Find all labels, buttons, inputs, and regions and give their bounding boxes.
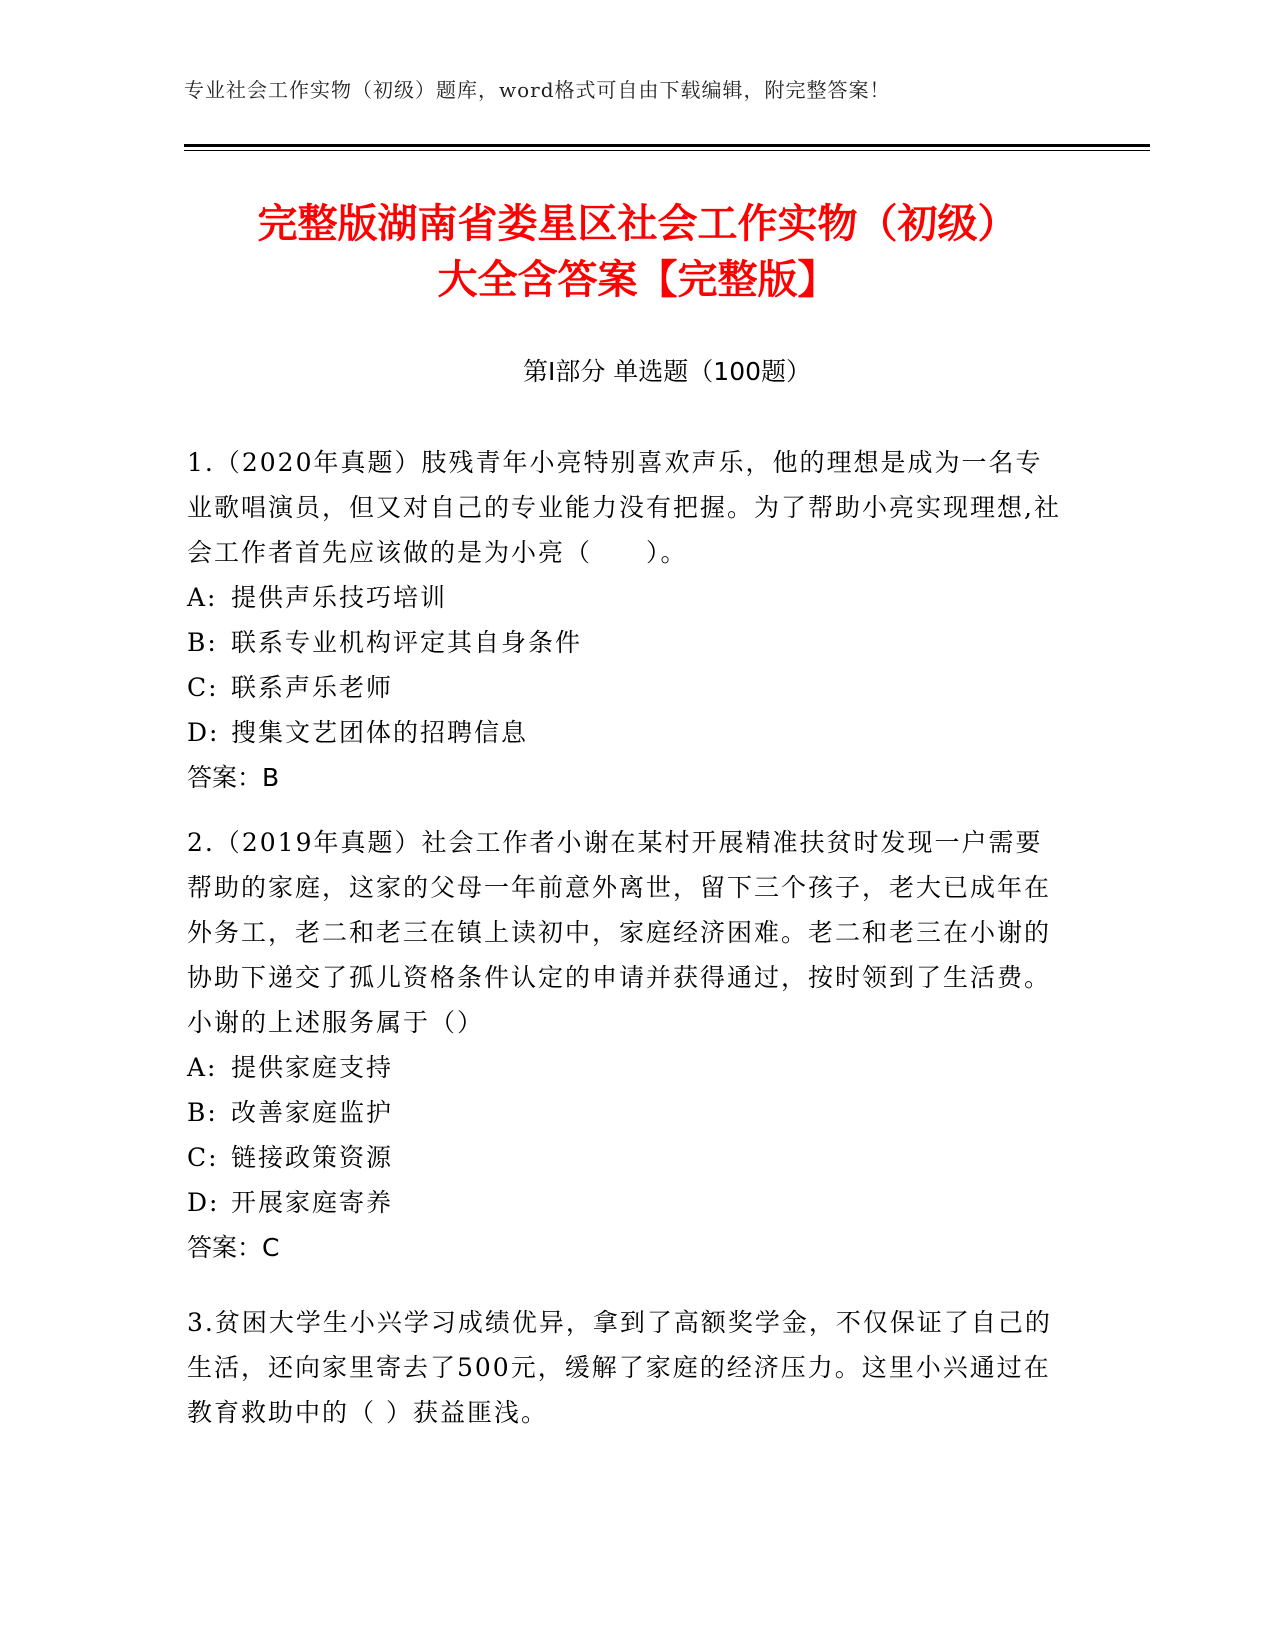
option-key: D: (187, 718, 220, 747)
option-text: 联系声乐老师 (231, 673, 394, 702)
section-title: 第Ⅰ部分 单选题（100题） (522, 357, 812, 386)
question-stem: 1.（2020年真题）肢残青年小亮特别喜欢声乐，他的理想是成为一名专业歌唱演员，但又对自己的专业能力没有把握。为了帮助小亮实现理想,社会工作者首先应该做的是为小亮（ ）。 (187, 448, 1061, 567)
option-d (187, 1180, 1067, 1225)
question-3 (187, 1300, 1067, 1435)
option-text: 链接政策资源 (231, 1143, 394, 1172)
answer: 答案：C (187, 1233, 280, 1262)
document-title (150, 196, 1125, 308)
option-text: 提供家庭支持 (231, 1053, 394, 1082)
option-text: 改善家庭监护 (231, 1098, 394, 1127)
option-c (187, 1135, 1067, 1180)
answer: 答案：B (187, 763, 280, 792)
option-b (187, 1090, 1067, 1135)
document-title-line-1: 完整版湖南省娄星区社会工作实物（初级） (257, 201, 1018, 247)
header-rule-thick (184, 144, 1150, 147)
option-key: C: (187, 673, 219, 702)
question-2 (187, 820, 1067, 1270)
option-key: D: (187, 1188, 220, 1217)
question-stem: 2.（2019年真题）社会工作者小谢在某村开展精准扶贫时发现一户需要帮助的家庭，这家的父母一年前意外离世，留下三个孩子，老大已成年在外务工，老二和老三在镇上读初中，家庭经济困难。老二和老三在小谢的协助下递交了孤儿资格条件认定的申请并获得通过，按时领到了生活费。小谢的上述服务属于（） (187, 828, 1052, 1037)
option-text: 搜集文艺团体的招聘信息 (231, 718, 529, 747)
option-a (187, 575, 1067, 620)
option-a (187, 1045, 1067, 1090)
document-title-line-2: 大全含答案【完整版】 (437, 257, 838, 303)
option-text: 提供声乐技巧培训 (231, 583, 448, 612)
option-b (187, 620, 1067, 665)
option-text: 开展家庭寄养 (231, 1188, 394, 1217)
option-d (187, 710, 1067, 755)
option-key: B: (187, 628, 218, 657)
option-key: B: (187, 1098, 218, 1127)
option-key: C: (187, 1143, 219, 1172)
option-text: 联系专业机构评定其自身条件 (231, 628, 583, 657)
header-rule-thin (184, 150, 1150, 151)
option-c (187, 665, 1067, 710)
option-key: A: (187, 1053, 218, 1082)
question-1 (187, 440, 1067, 800)
option-key: A: (187, 583, 218, 612)
question-stem: 3.贫困大学生小兴学习成绩优异，拿到了高额奖学金，不仅保证了自己的生活，还向家里寄去了500元，缓解了家庭的经济压力。这里小兴通过在教育救助中的（ ）获益匪浅。 (187, 1308, 1052, 1427)
header-note: 专业社会工作实物（初级）题库，word格式可自由下载编辑，附完整答案！ (184, 78, 891, 102)
